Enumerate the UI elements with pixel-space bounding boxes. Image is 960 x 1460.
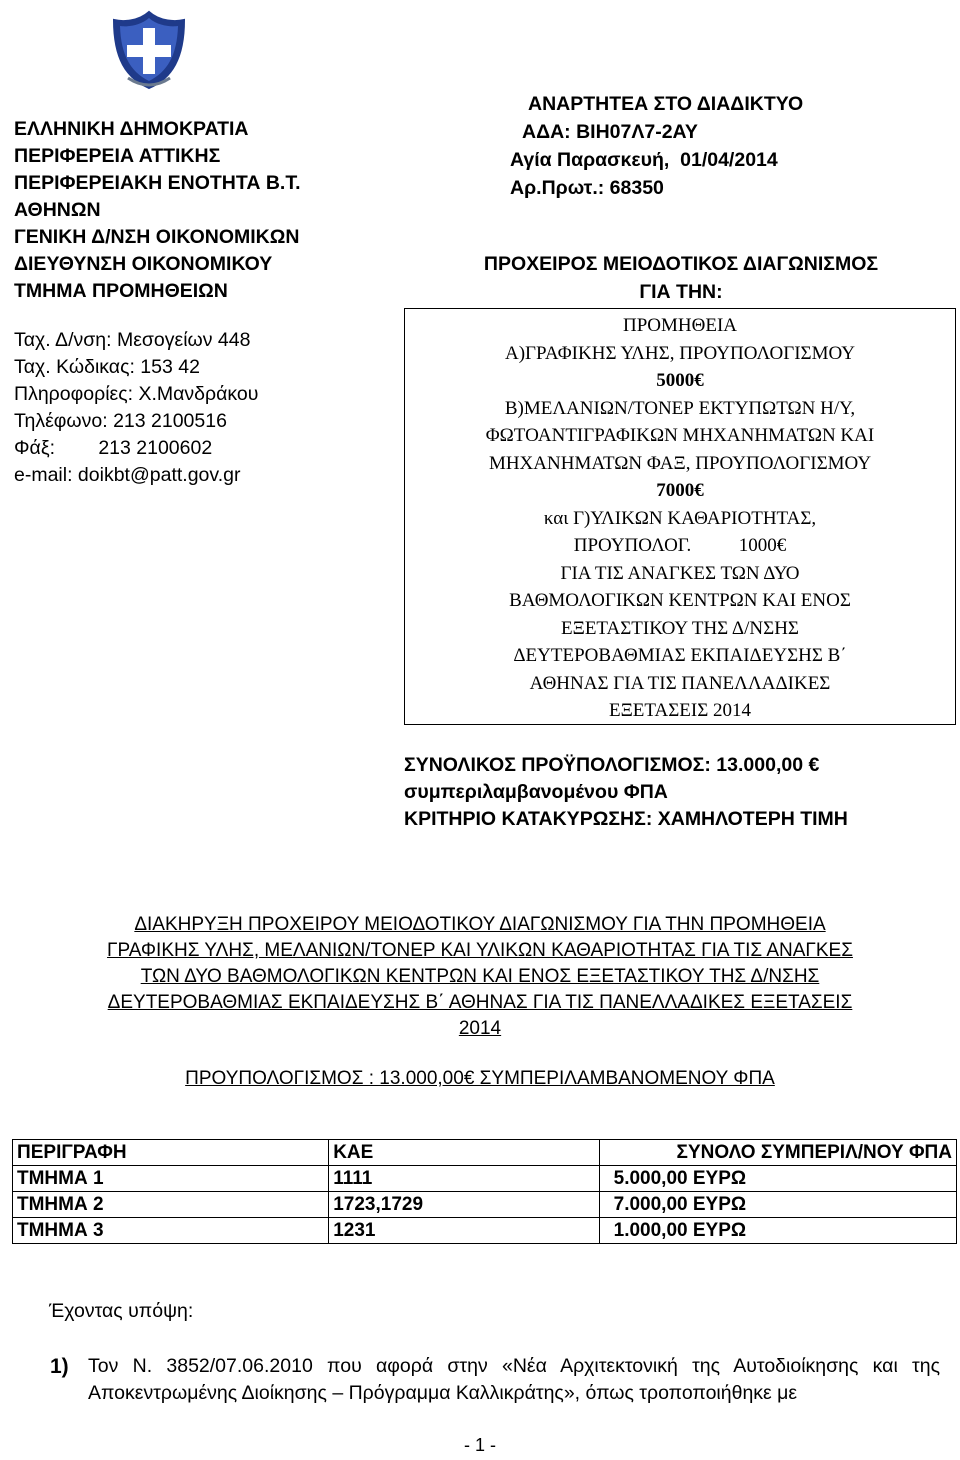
table-header-cell: ΠΕΡΙΓΡΑΦΗ: [13, 1140, 329, 1166]
table-cell: ΤΜΗΜΑ 3: [13, 1218, 329, 1244]
box-line: ΠΡΟΜΗΘΕΙΑ: [623, 315, 737, 336]
table-cell: ΤΜΗΜΑ 2: [13, 1192, 329, 1218]
contact-details: [14, 327, 394, 489]
declaration-line: ΔΙΑΚΗΡΥΞΗ ΠΡΟΧΕΙΡΟΥ ΜΕΙΟΔΟΤΙΚΟΥ ΔΙΑΓΩΝΙΣΜΟΥ ΓΙΑ ΤΗΝ ΠΡΟΜΗΘΕΙΑ: [134, 914, 826, 935]
contact-line: e-mail: doikbt@patt.gov.gr: [14, 464, 241, 486]
budget-heading: ΠΡΟΥΠΟΛΟΓΙΣΜΟΣ : 13.000,00€ ΣΥΜΠΕΡΙΛΑΜΒΑΝΟΜΕΝΟΥ ΦΠΑ: [185, 1068, 775, 1089]
table-cell: 5.000,00 ΕΥΡΩ: [599, 1166, 956, 1192]
box-line: ΕΞΕΤΑΣΤΙΚΟΥ ΤΗΣ Δ/ΝΣΗΣ: [561, 617, 799, 639]
legal-basis-item: [50, 1353, 940, 1407]
header-line: ΓΕΝΙΚΗ Δ/ΝΣΗ ΟΙΚΟΝΟΜΙΚΩΝ: [14, 226, 300, 248]
box-line: ΜΗΧΑΝΗΜΑΤΩΝ ΦΑΞ, ΠΡΟΥΠΟΛΟΓΙΣΜΟΥ: [488, 452, 872, 474]
header-line: ΠΕΡΙΦΕΡΕΙΑΚΗ ΕΝΟΤΗΤΑ Β.Τ.: [14, 172, 301, 194]
declaration-line: ΤΩΝ ΔΥΟ ΒΑΘΜΟΛΟΓΙΚΩΝ ΚΕΝΤΡΩΝ ΚΑΙ ΕΝΟΣ ΕΞΕΤΑΣΤΙΚΟΥ ΤΗΣ Δ/ΝΣΗΣ: [140, 966, 820, 987]
table-row: [13, 1192, 957, 1218]
total-budget: ΣΥΝΟΛΙΚΟΣ ΠΡΟΫΠΟΛΟΓΙΣΜΟΣ: 13.000,00 €: [404, 754, 820, 776]
box-line: ΓΙΑ ΤΙΣ ΑΝΑΓΚΕΣ ΤΩΝ ΔΥΟ: [560, 562, 800, 584]
table-cell: 7.000,00 ΕΥΡΩ: [599, 1192, 956, 1218]
declaration-line: ΔΕΥΤΕΡΟΒΑΘΜΙΑΣ ΕΚΠΑΙΔΕΥΣΗΣ Β΄ ΑΘΗΝΑΣ ΓΙΑ ΤΙΣ ΠΑΝΕΛΛΑΔΙΚΕΣ ΕΞΕΤΑΣΕΙΣ: [107, 992, 853, 1013]
contact-line: Ταχ. Δ/νση: Μεσογείων 448: [14, 329, 251, 351]
box-line: ΔΕΥΤΕΡΟΒΑΘΜΙΑΣ ΕΚΠΑΙΔΕΥΣΗΣ Β΄: [513, 645, 847, 666]
header-line: ΕΛΛΗΝΙΚΗ ΔΗΜΟΚΡΑΤΙΑ: [14, 118, 249, 140]
budget-table: [12, 1139, 957, 1244]
header-line: ΑΘΗΝΩΝ: [14, 199, 101, 221]
box-line: ΦΩΤΟΑΝΤΙΓΡΑΦΙΚΩΝ ΜΗΧΑΝΗΜΑΤΩΝ ΚΑΙ: [485, 425, 875, 446]
totals-block: [404, 752, 960, 833]
box-line: ΒΑΘΜΟΛΟΓΙΚΩΝ ΚΕΝΤΡΩΝ ΚΑΙ ΕΝΟΣ: [509, 590, 851, 611]
tender-title-line: ΓΙΑ ΤΗΝ:: [639, 281, 723, 303]
box-amount: 7000€: [656, 480, 704, 501]
box-amount: 5000€: [656, 370, 704, 391]
table-row: [13, 1166, 957, 1192]
contact-line: Ταχ. Κώδικας: 153 42: [14, 356, 200, 378]
item-number: 1): [50, 1355, 69, 1378]
award-criterion: ΚΡΙΤΗΡΙΟ ΚΑΤΑΚΥΡΩΣΗΣ: ΧΑΜΗΛΟΤΕΡΗ ΤΙΜΗ: [404, 808, 848, 830]
procurement-description-box: [404, 308, 956, 725]
contact-line: Τηλέφωνο: 213 2100516: [14, 410, 227, 432]
table-cell: ΤΜΗΜΑ 1: [13, 1166, 329, 1192]
item-text: Τον Ν. 3852/07.06.2010 που αφορά στην «Νέα Αρχιτεκτονική της Αυτοδιοίκησης και της Αποκεντρωμένης Διοίκησης – Πρόγραμμα Καλλικράτης», όπως τροποποιήθηκε με: [88, 1355, 940, 1404]
declaration-line: ΓΡΑΦΙΚΗΣ ΥΛΗΣ, ΜΕΛΑΝΙΩΝ/ΤΟΝΕΡ ΚΑΙ ΥΛΙΚΩΝ ΚΑΘΑΡΙΟΤΗΤΑΣ ΓΙΑ ΤΙΣ ΑΝΑΓΚΕΣ: [107, 940, 853, 961]
header-line: ΠΕΡΙΦΕΡΕΙΑ ΑΤΤΙΚΗΣ: [14, 145, 221, 167]
box-line: ΕΞΕΤΑΣΕΙΣ 2014: [608, 700, 752, 721]
vat-note: συμπεριλαμβανομένου ΦΠΑ: [404, 781, 668, 803]
box-line: και Γ)ΥΛΙΚΩΝ ΚΑΘΑΡΙΟΤΗΤΑΣ,: [543, 507, 817, 529]
tender-title-line: ΠΡΟΧΕΙΡΟΣ ΜΕΙΟΔΟΤΙΚΟΣ ΔΙΑΓΩΝΙΣΜΟΣ: [483, 253, 879, 275]
greek-coat-of-arms-icon: [108, 8, 190, 92]
table-header-row: [13, 1140, 957, 1166]
box-line: ΑΘΗΝΑΣ ΓΙΑ ΤΙΣ ΠΑΝΕΛΛΑΔΙΚΕΣ: [529, 672, 831, 694]
header-line: ΤΜΗΜΑ ΠΡΟΜΗΘΕΙΩΝ: [14, 280, 228, 302]
sender-block: [14, 116, 394, 489]
table-cell: 1111: [329, 1166, 599, 1192]
declaration-heading: [10, 912, 950, 1042]
table-cell: 1.000,00 ΕΥΡΩ: [599, 1218, 956, 1244]
authority-header: [14, 116, 394, 305]
table-header-cell: ΣΥΝΟΛΟ ΣΥΜΠΕΡΙΛ/ΝΟΥ ΦΠΑ: [599, 1140, 956, 1166]
protocol-number: Αρ.Πρωτ.: 68350: [510, 177, 664, 199]
ada-code: ΑΔΑ: ΒΙΗ07Λ7-2ΑΥ: [522, 121, 698, 143]
table-row: [13, 1218, 957, 1244]
page-number: - 1 -: [463, 1435, 496, 1455]
header-line: ΔΙΕΥΘΥΝΣΗ ΟΙΚΟΝΟΜΙΚΟΥ: [14, 253, 273, 275]
considering-label: Έχοντας υπόψη:: [49, 1300, 194, 1322]
tender-title: [405, 250, 957, 306]
declaration-line: 2014: [458, 1018, 502, 1039]
table-cell: 1723,1729: [329, 1192, 599, 1218]
table-header-cell: ΚΑΕ: [329, 1140, 599, 1166]
box-line: Β)ΜΕΛΑΝΙΩΝ/ΤΟΝΕΡ ΕΚΤΥΠΩΤΩΝ Η/Υ,: [504, 397, 856, 419]
document-reference: [510, 90, 952, 202]
table-cell: 1231: [329, 1218, 599, 1244]
place-date: Αγία Παρασκευή, 01/04/2014: [510, 149, 778, 171]
posting-notice: ΑΝΑΡΤΗΤΕΑ ΣΤΟ ΔΙΑΔΙΚΤΥΟ: [528, 93, 804, 115]
box-line: ΠΡΟΥΠΟΛΟΓ. 1000€: [573, 535, 787, 556]
contact-line: Πληροφορίες: Χ.Μανδράκου: [14, 383, 259, 405]
contact-line: Φάξ: 213 2100602: [14, 437, 213, 459]
box-line: Α)ΓΡΑΦΙΚΗΣ ΥΛΗΣ, ΠΡΟΥΠΟΛΟΓΙΣΜΟΥ: [504, 342, 856, 364]
